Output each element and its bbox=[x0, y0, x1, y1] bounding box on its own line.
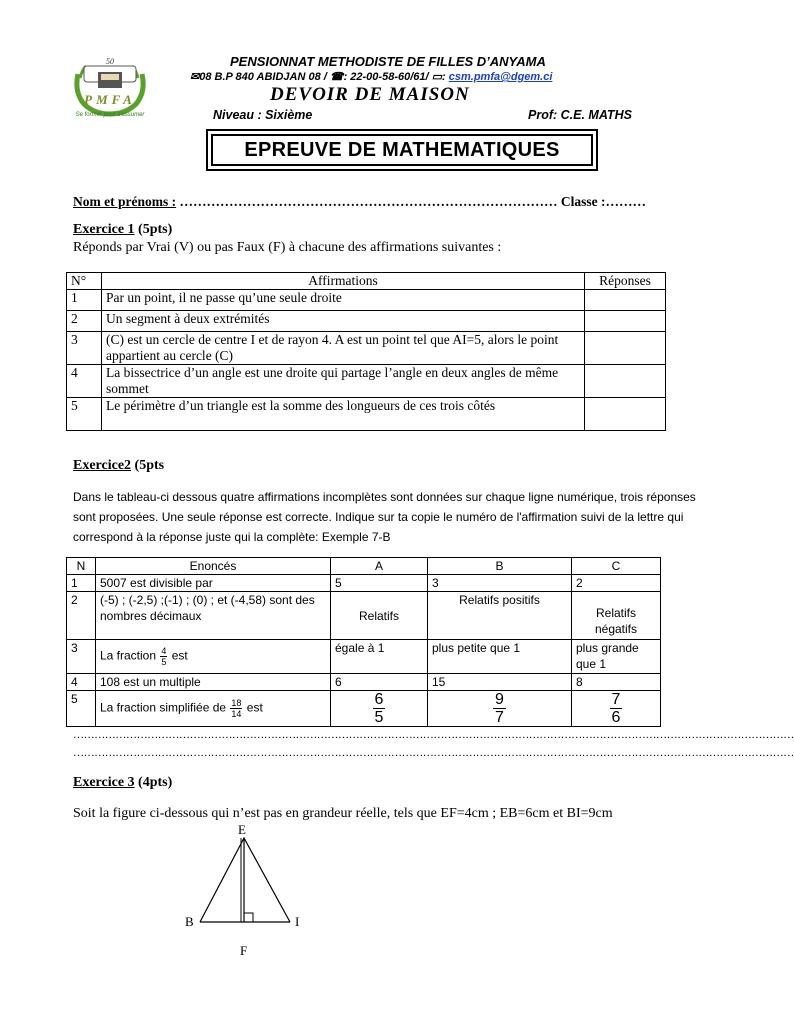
exercise2-title: Exercice2 bbox=[73, 458, 132, 473]
answer-cell[interactable] bbox=[585, 332, 666, 365]
row-statement: 108 est un multiple bbox=[96, 674, 331, 691]
exercise1-heading bbox=[73, 222, 172, 238]
exercise1-points: (5pts) bbox=[138, 222, 173, 237]
row-statement: 5007 est divisible par bbox=[96, 575, 331, 592]
table-row bbox=[67, 592, 661, 640]
class-label: Classe :……… bbox=[560, 194, 646, 209]
row-statement: La bissectrice d’un angle est une droite qui partage l’angle en deux angles de même sommet bbox=[102, 365, 585, 398]
student-identity-line bbox=[73, 194, 646, 210]
col-header-a: A bbox=[331, 558, 428, 575]
option-c-text: Relatifs négatifs bbox=[594, 606, 638, 636]
row-number: 2 bbox=[67, 311, 102, 332]
exercise3-heading bbox=[73, 775, 172, 791]
contact-email-prefix: : bbox=[442, 71, 446, 83]
table-row bbox=[67, 332, 666, 365]
school-contact bbox=[190, 70, 552, 83]
vertex-label-right: I bbox=[295, 914, 300, 929]
table-row bbox=[67, 398, 666, 431]
foot-label-bottom: F bbox=[240, 943, 248, 958]
level-label: Niveau : Sixième bbox=[213, 108, 313, 122]
statement-text: La fraction bbox=[100, 648, 157, 663]
col-header-c: C bbox=[572, 558, 661, 575]
option-a: 5 bbox=[331, 575, 428, 592]
statement-text: La fraction simplifiée de bbox=[100, 700, 227, 715]
answer-dots-line: …………………………………………………………………………………………………………………………………………………………………………………… bbox=[73, 747, 794, 759]
exam-title-box bbox=[206, 129, 598, 171]
fraction-denominator: 5 bbox=[374, 709, 384, 726]
row-number: 3 bbox=[67, 640, 96, 674]
name-label: Nom et prénoms : bbox=[73, 194, 177, 209]
exercise3-points: (4pts) bbox=[138, 775, 173, 790]
computer-icon: ▭ bbox=[431, 71, 443, 83]
fraction-numerator: 7 bbox=[611, 691, 621, 708]
option-b bbox=[428, 691, 572, 727]
statement-text-end: est bbox=[246, 700, 263, 715]
fraction-numerator: 9 bbox=[495, 691, 504, 708]
vertex-label-left: B bbox=[185, 914, 194, 929]
col-header-n: N bbox=[67, 558, 96, 575]
row-number: 1 bbox=[67, 290, 102, 311]
exercise2-heading bbox=[73, 458, 164, 474]
table-row bbox=[67, 674, 661, 691]
triangle-figure bbox=[180, 820, 320, 960]
row-number: 4 bbox=[67, 674, 96, 691]
option-a: 6 bbox=[331, 674, 428, 691]
option-b: plus petite que 1 bbox=[428, 640, 572, 674]
fraction-numerator: 18 bbox=[231, 698, 242, 708]
school-logo bbox=[70, 52, 150, 126]
option-a-text: Relatifs bbox=[358, 608, 399, 623]
fraction-denominator: 5 bbox=[161, 657, 167, 667]
answer-cell[interactable] bbox=[585, 290, 666, 311]
vertex-label-top: E bbox=[238, 822, 246, 837]
fraction bbox=[373, 691, 386, 726]
logo-motto: Se former pour s'assumer bbox=[75, 112, 145, 118]
fraction-denominator: 14 bbox=[231, 709, 242, 719]
teacher-label: Prof: C.E. MATHS bbox=[528, 108, 632, 122]
logo-text: PMFA bbox=[84, 92, 136, 107]
exercise2-points: (5pts bbox=[131, 458, 165, 473]
fraction bbox=[160, 646, 167, 667]
school-name: PENSIONNAT METHODISTE DE FILLES D’ANYAMA bbox=[230, 54, 546, 69]
row-statement: Par un point, il ne passe qu’une seule droite bbox=[102, 290, 585, 311]
table-row bbox=[67, 290, 666, 311]
envelope-icon: ✉ bbox=[190, 71, 200, 83]
exercise2-intro: Dans le tableau-ci dessous quatre affirmations incomplètes sont données sur chaque ligne numérique, trois réponses sont proposées. Une seule réponse est correcte. Indique sur ta copie le numéro de l'affirmation suivi de la lettre qui correspond à la réponse juste qui la complète: Exemple 7-B bbox=[73, 490, 696, 544]
option-c: 8 bbox=[572, 674, 661, 691]
fraction-denominator: 7 bbox=[495, 709, 504, 726]
table-header-row bbox=[67, 558, 661, 575]
col-header-answers: Réponses bbox=[585, 273, 666, 290]
fraction-numerator: 4 bbox=[161, 646, 167, 656]
answer-cell[interactable] bbox=[585, 365, 666, 398]
option-b-text: Relatifs positifs bbox=[459, 593, 540, 607]
fraction bbox=[493, 691, 506, 726]
triangle-drawing bbox=[180, 820, 320, 960]
row-number: 1 bbox=[67, 575, 96, 592]
answer-cell[interactable] bbox=[585, 311, 666, 332]
phone-icon: ☎ bbox=[329, 71, 344, 83]
col-header-b: B bbox=[428, 558, 572, 575]
fraction bbox=[230, 698, 242, 719]
document-type: DEVOIR DE MAISON bbox=[270, 84, 470, 105]
row-statement: Le périmètre d’un triangle est la somme des longueurs de ces trois côtés bbox=[102, 398, 585, 431]
exercise3-statement: Soit la figure ci-dessous qui n’est pas en grandeur réelle, tels que EF=4cm ; EB=6cm et BI=9cm bbox=[73, 806, 613, 821]
table-row bbox=[67, 640, 661, 674]
option-c: plus grande que 1 bbox=[572, 640, 661, 674]
row-number: 4 bbox=[67, 365, 102, 398]
option-b: 3 bbox=[428, 575, 572, 592]
exercise3-title: Exercice 3 bbox=[73, 775, 135, 790]
row-number: 2 bbox=[67, 592, 96, 640]
row-statement: Un segment à deux extrémités bbox=[102, 311, 585, 332]
row-statement bbox=[96, 640, 331, 674]
table-row bbox=[67, 575, 661, 592]
row-number: 3 bbox=[67, 332, 102, 365]
option-a: égale à 1 bbox=[331, 640, 428, 674]
answer-cell[interactable] bbox=[585, 398, 666, 431]
svg-text:50: 50 bbox=[106, 57, 114, 66]
statement-text-end: est bbox=[171, 648, 188, 663]
fraction-numerator: 6 bbox=[374, 691, 384, 708]
option-b: 15 bbox=[428, 674, 572, 691]
exercise1-title: Exercice 1 bbox=[73, 222, 135, 237]
exam-title: EPREUVE DE MATHEMATIQUES bbox=[211, 134, 593, 166]
option-a bbox=[331, 592, 428, 640]
row-statement: (C) est un cercle de centre I et de rayon 4. A est un point tel que AI=5, alors le point appartient au cercle (C) bbox=[102, 332, 585, 365]
exercise1-table bbox=[66, 272, 666, 431]
contact-email-link[interactable]: csm.pmfa@dgem.ci bbox=[448, 71, 553, 83]
contact-phone: : 22-00-58-60/61/ bbox=[343, 71, 429, 83]
table-row bbox=[67, 365, 666, 398]
row-number: 5 bbox=[67, 398, 102, 431]
col-header-statements: Enoncés bbox=[96, 558, 331, 575]
col-header-number: N° bbox=[67, 273, 102, 290]
row-number: 5 bbox=[67, 691, 96, 727]
col-header-statements: Affirmations bbox=[102, 273, 585, 290]
name-dots: ………………………………………………………………………… bbox=[179, 194, 558, 209]
row-statement bbox=[96, 691, 331, 727]
row-statement: (-5) ; (-2,5) ;(-1) ; (0) ; et (-4,58) sont des nombres décimaux bbox=[96, 592, 331, 640]
fraction-denominator: 6 bbox=[611, 709, 621, 726]
exercise1-instruction: Réponds par Vrai (V) ou pas Faux (F) à chacune des affirmations suivantes : bbox=[73, 240, 502, 255]
table-row bbox=[67, 691, 661, 727]
option-c: 2 bbox=[572, 575, 661, 592]
option-a bbox=[331, 691, 428, 727]
option-c bbox=[572, 592, 661, 640]
contact-address: 08 B.P 840 ABIDJAN 08 / bbox=[199, 71, 327, 83]
exercise2-table bbox=[66, 557, 661, 727]
table-header-row bbox=[67, 273, 666, 290]
table-row bbox=[67, 311, 666, 332]
option-c bbox=[572, 691, 661, 727]
answer-dots-line: …………………………………………………………………………………………………………………………………………………………………………………… bbox=[73, 729, 794, 741]
fraction bbox=[610, 691, 623, 726]
option-b bbox=[428, 592, 572, 640]
